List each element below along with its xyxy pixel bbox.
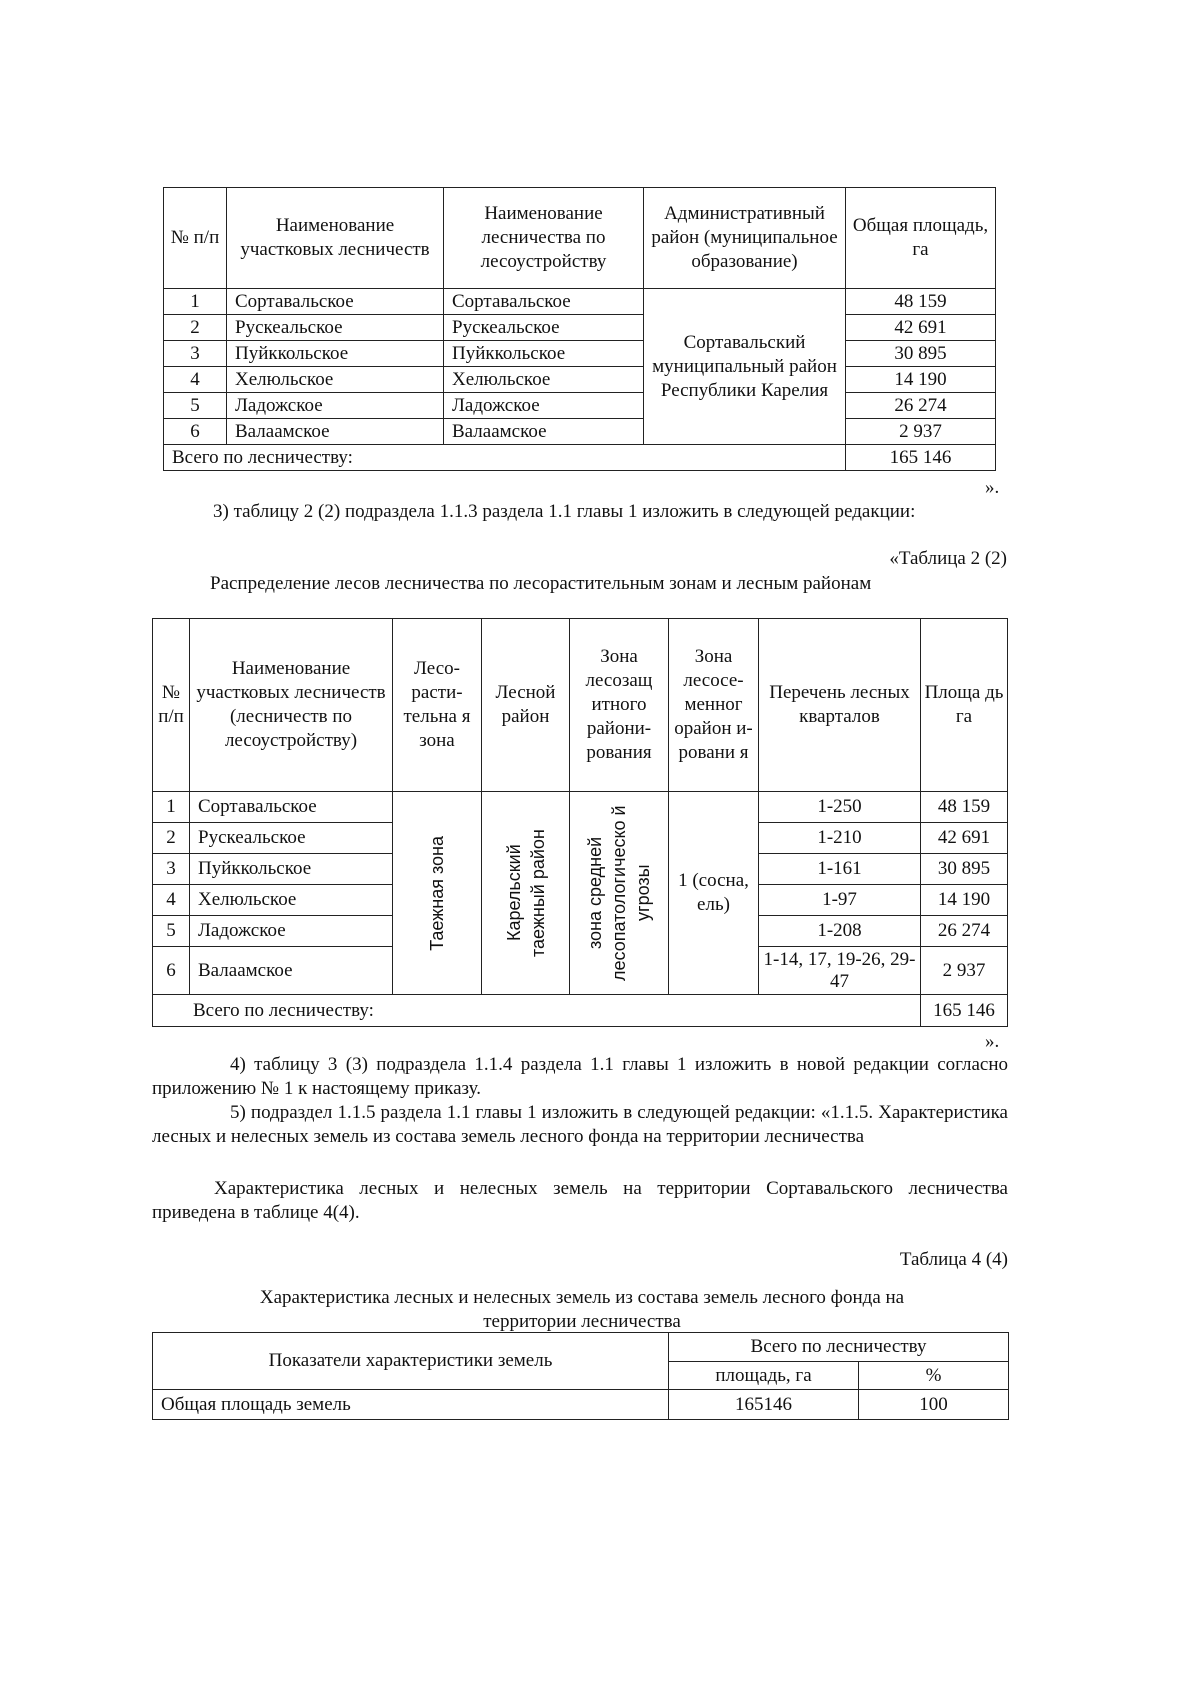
district-cell: Сортавальский муниципальный район Республики Карелия [644, 289, 846, 445]
cell: 14 190 [846, 367, 996, 393]
header-cell: Зона лесозащ итного райони-рования [570, 619, 669, 792]
cell: 4 [164, 367, 227, 393]
cell: Хелюльское [190, 885, 393, 916]
header-cell: Площа дь га [921, 619, 1008, 792]
cell: Общая площадь земель [153, 1390, 669, 1420]
cell: Рускеальское [227, 315, 444, 341]
cell: 3 [153, 854, 190, 885]
table-2-label: «Таблица 2 (2) [889, 548, 1007, 569]
cell: Хелюльское [227, 367, 444, 393]
table-4-label: Таблица 4 (4) [899, 1249, 1008, 1270]
header-cell: Наименование участковых лесничеств (лесничеств по лесоустройству) [190, 619, 393, 792]
header-cell: № п/п [153, 619, 190, 792]
seed-cell: 1 (сосна, ель) [669, 792, 759, 995]
protect-cell [570, 792, 669, 995]
cell: Ладожское [444, 393, 644, 419]
cell: 3 [164, 341, 227, 367]
cell: 4 [153, 885, 190, 916]
cell: 6 [153, 947, 190, 995]
paragraph-3: 3) таблицу 2 (2) подраздела 1.1.3 раздела 1.1 главы 1 изложить в следующей редакции: [213, 501, 916, 522]
header-cell: % [859, 1362, 1009, 1390]
header-cell: Показатели характеристики земель [153, 1333, 669, 1390]
protect-text: зона средней лесопатологическо й угрозы [585, 805, 653, 981]
total-row [164, 445, 996, 471]
cell: Ладожское [227, 393, 444, 419]
header-cell: Административный район (муниципальное образование) [644, 188, 846, 289]
cell: Пуйккольское [190, 854, 393, 885]
close-quote: ». [985, 1031, 1000, 1052]
cell: 48 159 [921, 792, 1008, 823]
paragraph-6: Характеристика лесных и нелесных земель на территории Сортавальского лесничества приведена в таблице 4(4). [152, 1178, 1008, 1223]
total-value: 165 146 [846, 445, 996, 471]
cell: 26 274 [846, 393, 996, 419]
close-quote: ». [985, 477, 1000, 498]
table-row [164, 341, 996, 367]
cell: 2 [164, 315, 227, 341]
header-cell: Перечень лесных кварталов [759, 619, 921, 792]
cell: 1-208 [759, 916, 921, 947]
table-2 [152, 618, 1008, 1027]
zone-cell [393, 792, 482, 995]
cell: 165146 [669, 1390, 859, 1420]
header-cell: площадь, га [669, 1362, 859, 1390]
cell: Хелюльское [444, 367, 644, 393]
header-cell: Лесо-расти-тельна я зона [393, 619, 482, 792]
cell: Рускеальское [444, 315, 644, 341]
cell: 1-250 [759, 792, 921, 823]
cell: 26 274 [921, 916, 1008, 947]
cell: Сортавальское [227, 289, 444, 315]
cell: 14 190 [921, 885, 1008, 916]
cell: Валаамское [227, 419, 444, 445]
table-row [164, 289, 996, 315]
cell: 1-97 [759, 885, 921, 916]
cell: 100 [859, 1390, 1009, 1420]
cell: 48 159 [846, 289, 996, 315]
cell: 1-210 [759, 823, 921, 854]
table-row [164, 393, 996, 419]
table-row [153, 1390, 1009, 1420]
table-2-title: Распределение лесов лесничества по лесорастительным зонам и лесным районам [210, 573, 872, 594]
cell: Сортавальское [444, 289, 644, 315]
cell: 1 [164, 289, 227, 315]
table-4 [152, 1332, 1009, 1420]
cell: Пуйккольское [227, 341, 444, 367]
header-cell: № п/п [164, 188, 227, 289]
cell: Рускеальское [190, 823, 393, 854]
cell: 2 937 [846, 419, 996, 445]
header-cell: Общая площадь, га [846, 188, 996, 289]
cell: Пуйккольское [444, 341, 644, 367]
total-label: Всего по лесничеству: [153, 995, 921, 1027]
cell: Валаамское [190, 947, 393, 995]
total-value: 165 146 [921, 995, 1008, 1027]
header-cell: Всего по лесничеству [669, 1333, 1009, 1362]
cell: 1-14, 17, 19-26, 29-47 [759, 947, 921, 995]
total-label: Всего по лесничеству: [164, 445, 846, 471]
cell: Валаамское [444, 419, 644, 445]
cell: 42 691 [921, 823, 1008, 854]
table-row [164, 315, 996, 341]
table-row [153, 792, 1008, 823]
cell: 5 [153, 916, 190, 947]
cell: Ладожское [190, 916, 393, 947]
header-cell: Наименование лесничества по лесоустройству [444, 188, 644, 289]
cell: Сортавальское [190, 792, 393, 823]
total-row [153, 995, 1008, 1027]
table-1 [163, 187, 996, 471]
header-cell: Зона лесосе-менног орайон и-ровани я [669, 619, 759, 792]
table-row [164, 367, 996, 393]
cell: 2 937 [921, 947, 1008, 995]
cell: 30 895 [846, 341, 996, 367]
paragraph-4: 4) таблицу 3 (3) подраздела 1.1.4 раздела 1.1 главы 1 изложить в новой редакции согласно приложению № 1 к настоящему приказу. [152, 1054, 1008, 1099]
cell: 1 [153, 792, 190, 823]
cell: 6 [164, 419, 227, 445]
zone-text: Таежная зона [427, 835, 447, 951]
region-cell [482, 792, 570, 995]
table-row [164, 419, 996, 445]
region-text: Карельский таежный район [503, 829, 548, 957]
header-cell: Наименование участковых лесничеств [227, 188, 444, 289]
cell: 2 [153, 823, 190, 854]
cell: 5 [164, 393, 227, 419]
cell: 30 895 [921, 854, 1008, 885]
table-4-title: Характеристика лесных и нелесных земель из состава земель лесного фонда на территории лесничества [259, 1287, 905, 1332]
header-cell: Лесной район [482, 619, 570, 792]
cell: 42 691 [846, 315, 996, 341]
paragraph-5: 5) подраздел 1.1.5 раздела 1.1 главы 1 изложить в следующей редакции: «1.1.5. Характеристика лесных и нелесных земель из состава земель лесного фонда на территории лесничества [152, 1102, 1008, 1147]
cell: 1-161 [759, 854, 921, 885]
